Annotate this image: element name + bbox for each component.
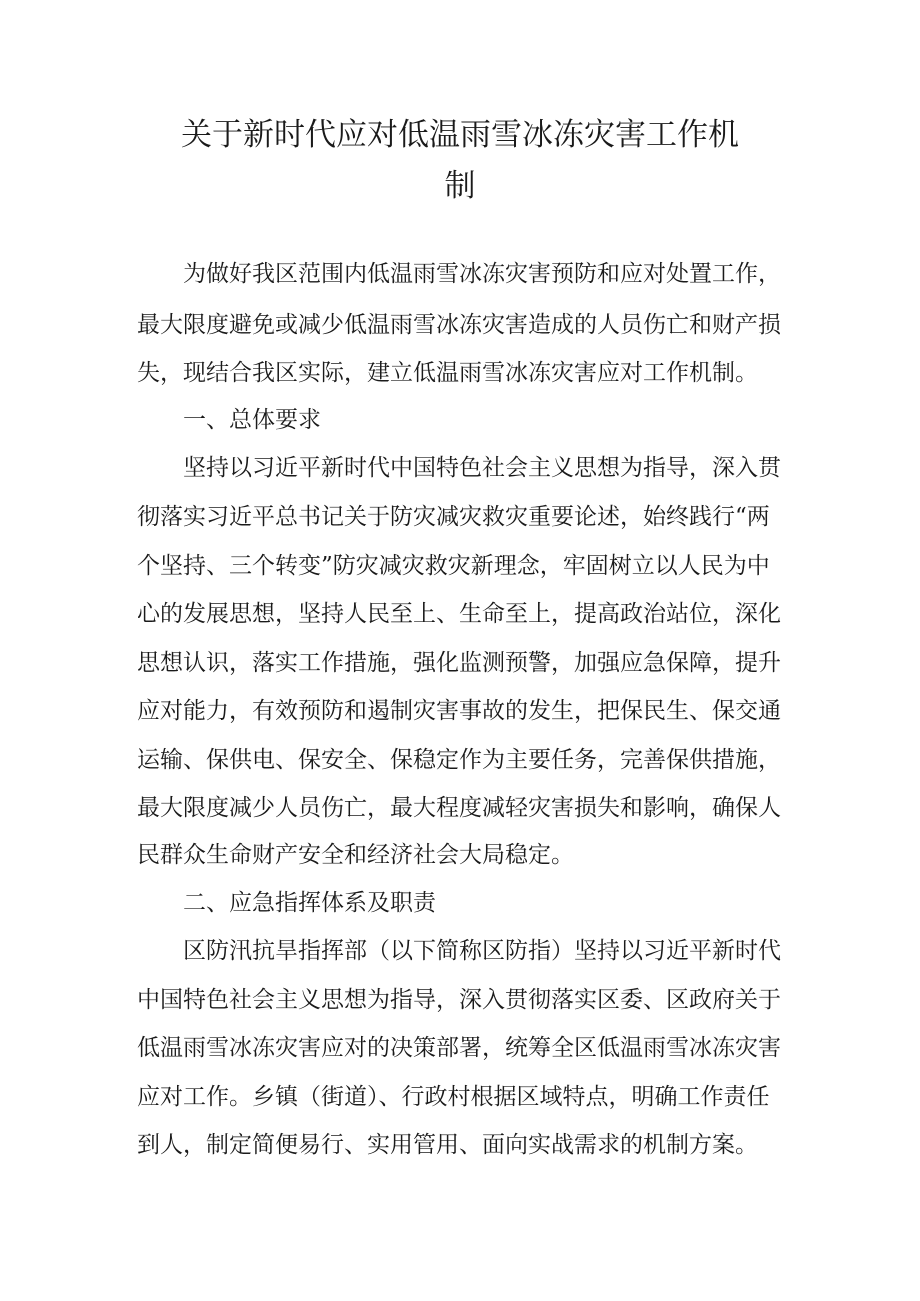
- section2-paragraph-line: 中国特色社会主义思想为指导，深入贯彻落实区委、区政府关于: [137, 987, 781, 1013]
- section1-paragraph-line: 应对能力，有效预防和遏制灾害事故的发生，把保民生、保交通: [137, 698, 781, 724]
- section1-paragraph-line: 运输、保供电、保安全、保稳定作为主要任务，完善保供措施，: [137, 747, 781, 773]
- section1-paragraph-line: 最大限度减少人员伤亡，最大程度减轻灾害损失和影响，确保人: [137, 795, 781, 821]
- section1-paragraph-line: 彻落实习近平总书记关于防灾减灾救灾重要论述，始终践行“两: [137, 504, 770, 530]
- intro-paragraph-line: 为做好我区范围内低温雨雪冰冻灾害预防和应对处置工作，: [183, 261, 781, 287]
- intro-paragraph-line: 最大限度避免或减少低温雨雪冰冻灾害造成的人员伤亡和财产损: [137, 312, 781, 338]
- section1-paragraph-line: 心的发展思想，坚持人民至上、生命至上，提高政治站位，深化: [137, 601, 781, 627]
- section2-paragraph-line: 到人，制定简便易行、实用管用、面向实战需求的机制方案。: [137, 1132, 758, 1158]
- document-title-line-1: 关于新时代应对低温雨雪冰冻灾害工作机: [181, 117, 739, 153]
- section2-paragraph-line: 区防汛抗旱指挥部（以下简称区防指）坚持以习近平新时代: [183, 938, 781, 964]
- section1-paragraph-line: 个坚持、三个转变”防灾减灾救灾新理念，牢固树立以人民为中: [137, 553, 770, 579]
- document-title-line-2: 制: [444, 168, 476, 204]
- intro-paragraph-line: 失，现结合我区实际，建立低温雨雪冰冻灾害应对工作机制。: [137, 360, 758, 386]
- section2-paragraph-line: 应对工作。乡镇（街道）、行政村根据区域特点，明确工作责任: [137, 1084, 770, 1110]
- section1-paragraph-line: 思想认识，落实工作措施，强化监测预警，加强应急保障，提升: [137, 650, 781, 676]
- section1-paragraph-line: 坚持以习近平新时代中国特色社会主义思想为指导，深入贯: [183, 455, 781, 481]
- section2-paragraph-line: 低温雨雪冰冻灾害应对的决策部署，统筹全区低温雨雪冰冻灾害: [137, 1035, 781, 1061]
- section-heading-command-system: 二、应急指挥体系及职责: [183, 890, 436, 916]
- section1-paragraph-line: 民群众生命财产安全和经济社会大局稳定。: [137, 842, 574, 868]
- section-heading-overall-requirements: 一、总体要求: [183, 407, 321, 433]
